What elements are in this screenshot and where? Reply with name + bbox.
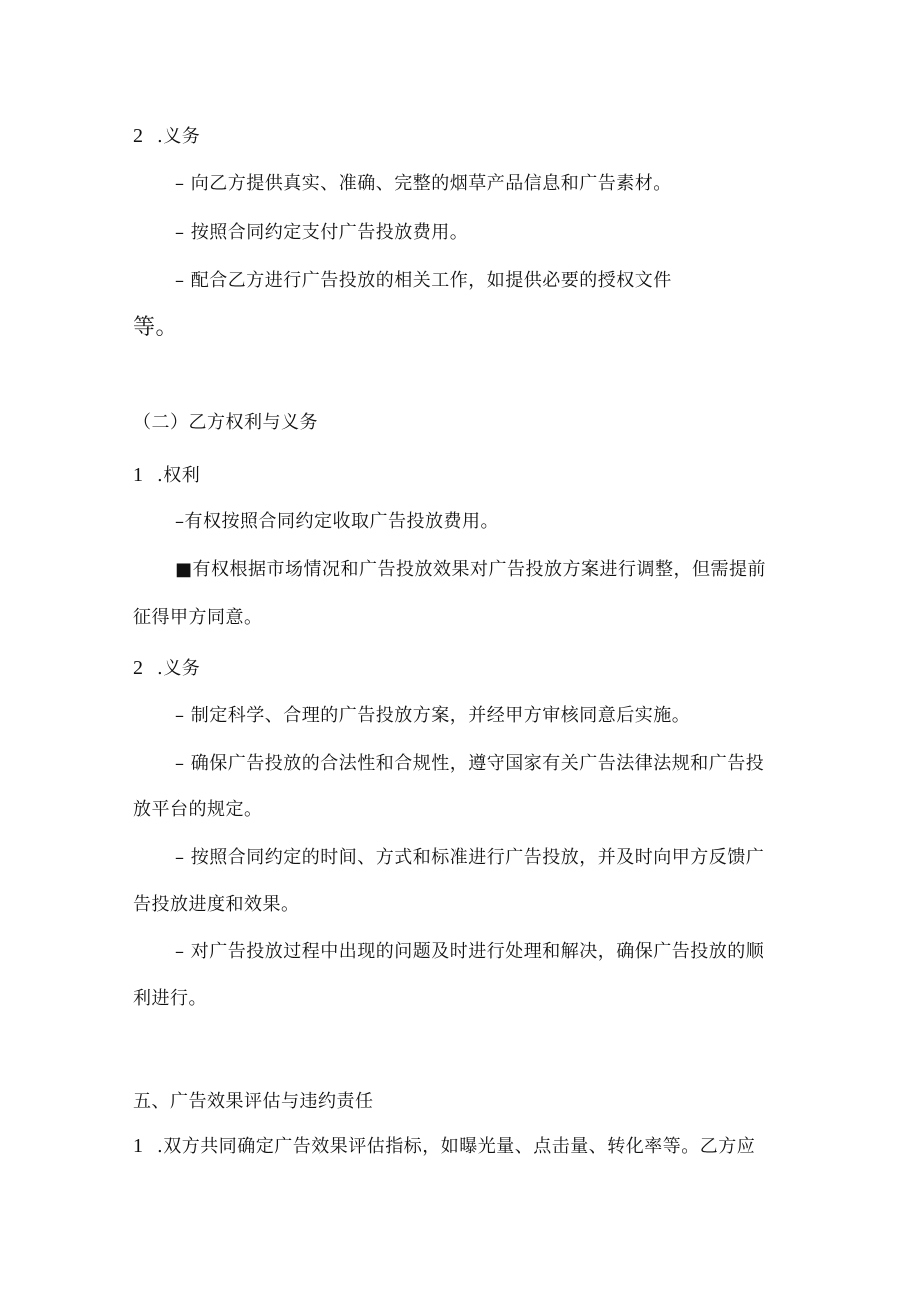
list-item-continuation: 放平台的规定。 <box>133 799 263 820</box>
numbered-paragraph <box>133 1134 755 1159</box>
list-item: – 确保广告投放的合法性和合规性，遵守国家有关广告法律法规和广告投 <box>175 753 765 774</box>
list-item: – 向乙方提供真实、准确、完整的烟草产品信息和广告素材。 <box>175 173 672 194</box>
list-item: – 配合乙方进行广告投放的相关工作，如提供必要的授权文件 <box>175 270 672 291</box>
rights-heading <box>133 463 200 488</box>
heading-text: .义务 <box>157 658 201 679</box>
heading-text: .义务 <box>157 126 201 147</box>
obligations-heading <box>133 656 200 681</box>
paragraph-number: 1 <box>133 1135 143 1157</box>
paragraph-text: .双方共同确定广告效果评估指标，如曝光量、点击量、转化率等。乙方应 <box>157 1136 756 1157</box>
list-item: –有权按照合同约定收取广告投放费用。 <box>175 511 499 532</box>
list-item-continuation: 征得甲方同意。 <box>133 607 263 628</box>
section-title: （二）乙方权利与义务 <box>133 412 318 433</box>
heading-number: 2 <box>133 657 143 679</box>
list-item: – 对广告投放过程中出现的问题及时进行处理和解决，确保广告投放的顺 <box>175 941 765 962</box>
obligations-heading <box>133 124 200 149</box>
heading-number: 1 <box>133 464 143 486</box>
list-item-continuation: 等。 <box>133 315 179 340</box>
heading-number: 2 <box>133 125 143 147</box>
heading-text: .权利 <box>157 465 201 486</box>
list-item-continuation: 告投放进度和效果。 <box>133 894 300 915</box>
list-item: – 制定科学、合理的广告投放方案，并经甲方审核同意后实施。 <box>175 705 691 726</box>
list-item: – 按照合同约定支付广告投放费用。 <box>175 222 469 243</box>
list-item: – 按照合同约定的时间、方式和标准进行广告投放，并及时向甲方反馈广 <box>175 847 765 868</box>
list-item-continuation: 利进行。 <box>133 988 207 1009</box>
section-title: 五、广告效果评估与违约责任 <box>133 1091 374 1112</box>
list-item: ■有权根据市场情况和广告投放效果对广告投放方案进行调整，但需提前 <box>175 559 767 580</box>
